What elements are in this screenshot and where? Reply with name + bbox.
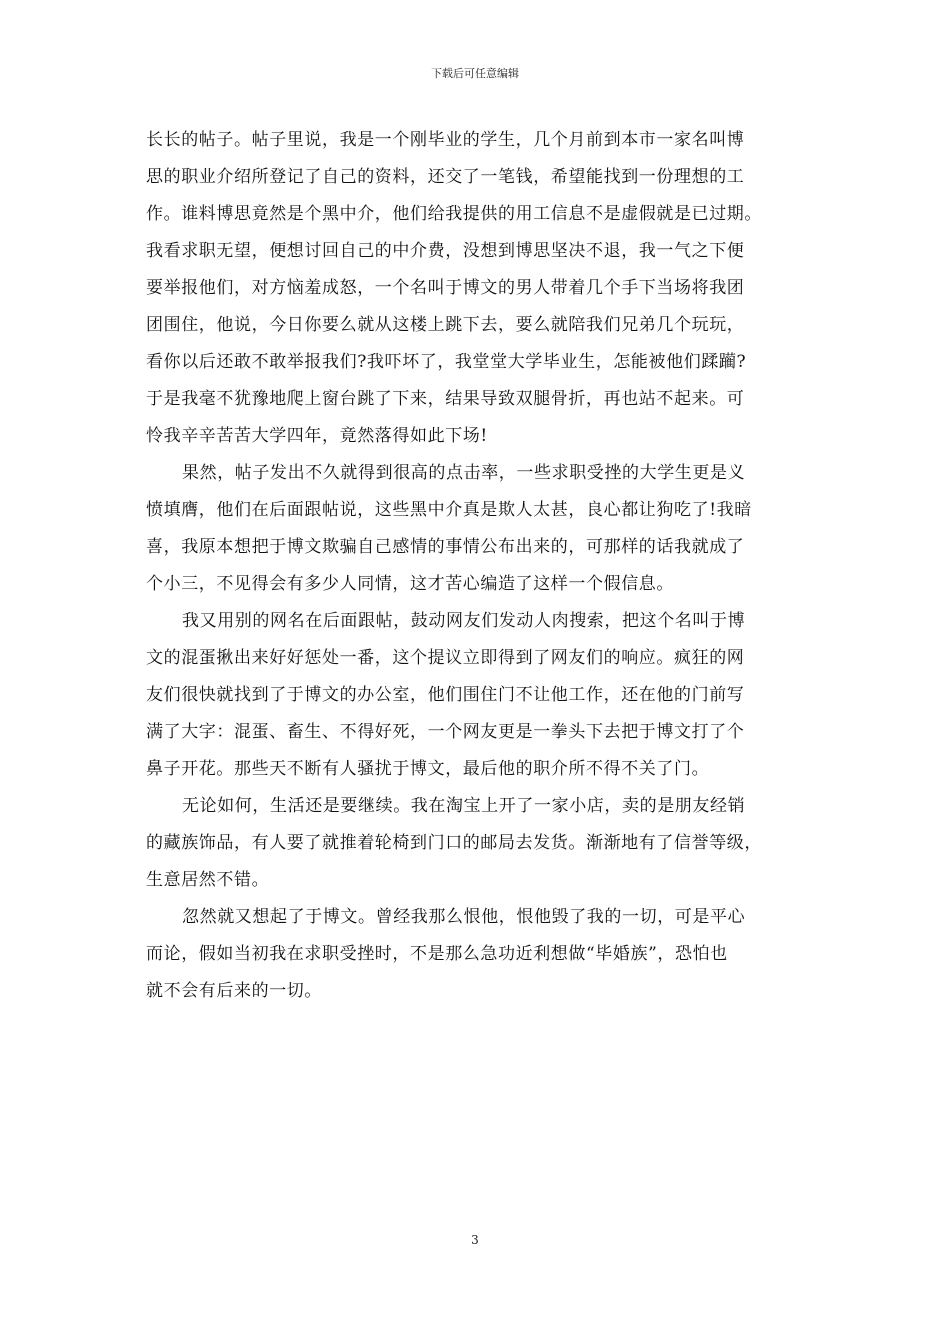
text-line: 忽然就又想起了于博文。曾经我那么恨他，恨他毁了我的一切，可是平心 bbox=[182, 907, 746, 927]
text-line: 就不会有后来的一切。 bbox=[146, 981, 322, 1001]
text-line: 喜，我原本想把于博文欺骗自己感情的事情公布出来的，可那样的话我就成了 bbox=[146, 537, 745, 557]
text-line: 怜我辛辛苦苦大学四年，竟然落得如此下场! bbox=[146, 426, 488, 446]
text-line: 思的职业介绍所登记了自己的资料，还交了一笔钱，希望能找到一份理想的工 bbox=[146, 167, 745, 187]
paragraph-3 bbox=[146, 603, 810, 788]
page-header: 下载后可任意编辑 bbox=[431, 67, 519, 80]
text-line: 而论，假如当初我在求职受挫时，不是那么急功近利想做“毕婚族”，恐怕也 bbox=[146, 944, 728, 964]
paragraph-5 bbox=[146, 899, 810, 1010]
text-line: 友们很快就找到了于博文的办公室，他们围住门不让他工作，还在他的门前写 bbox=[146, 685, 745, 705]
page-number: 3 bbox=[471, 1233, 479, 1247]
text-line: 愤填膺，他们在后面跟帖说，这些黑中介真是欺人太甚，良心都让狗吃了!我暗 bbox=[146, 500, 752, 520]
text-line: 满了大字：混蛋、畜生、不得好死，一个网友更是一拳头下去把于博文打了个 bbox=[146, 722, 745, 742]
text-line: 文的混蛋揪出来好好惩处一番，这个提议立即得到了网友们的响应。疯狂的网 bbox=[146, 648, 745, 668]
text-line: 要举报他们，对方恼羞成怒，一个名叫于博文的男人带着几个手下当场将我团 bbox=[146, 278, 745, 298]
text-line: 作。谁料博思竟然是个黑中介，他们给我提供的用工信息不是虚假就是已过期。 bbox=[146, 204, 762, 224]
text-line: 无论如何，生活还是要继续。我在淘宝上开了一家小店，卖的是朋友经销 bbox=[182, 796, 746, 816]
paragraph-4 bbox=[146, 788, 810, 899]
text-line: 于是我毫不犹豫地爬上窗台跳了下来，结果导致双腿骨折，再也站不起来。可 bbox=[146, 389, 745, 409]
text-line: 团围住，他说，今日你要么就从这楼上跳下去，要么就陪我们兄弟几个玩玩， bbox=[146, 315, 745, 335]
text-line: 鼻子开花。那些天不断有人骚扰于博文，最后他的职介所不得不关了门。 bbox=[146, 759, 710, 779]
document-body bbox=[146, 122, 810, 1010]
text-line: 个小三，不见得会有多少人同情，这才苦心编造了这样一个假信息。 bbox=[146, 574, 674, 594]
paragraph-1 bbox=[146, 122, 810, 455]
text-line: 生意居然不错。 bbox=[146, 870, 270, 890]
text-line: 看你以后还敢不敢举报我们?我吓坏了，我堂堂大学毕业生，怎能被他们蹂躏? bbox=[146, 352, 747, 372]
text-line: 我看求职无望，便想讨回自己的中介费，没想到博思坚决不退，我一气之下便 bbox=[146, 241, 745, 261]
text-line: 果然，帖子发出不久就得到很高的点击率，一些求职受挫的大学生更是义 bbox=[182, 463, 746, 483]
text-line: 的藏族饰品，有人要了就推着轮椅到门口的邮局去发货。渐渐地有了信誉等级， bbox=[146, 833, 762, 853]
text-line: 长长的帖子。帖子里说，我是一个刚毕业的学生，几个月前到本市一家名叫博 bbox=[146, 130, 745, 150]
paragraph-2 bbox=[146, 455, 810, 603]
text-line: 我又用别的网名在后面跟帖，鼓动网友们发动人肉搜索，把这个名叫于博 bbox=[182, 611, 746, 631]
